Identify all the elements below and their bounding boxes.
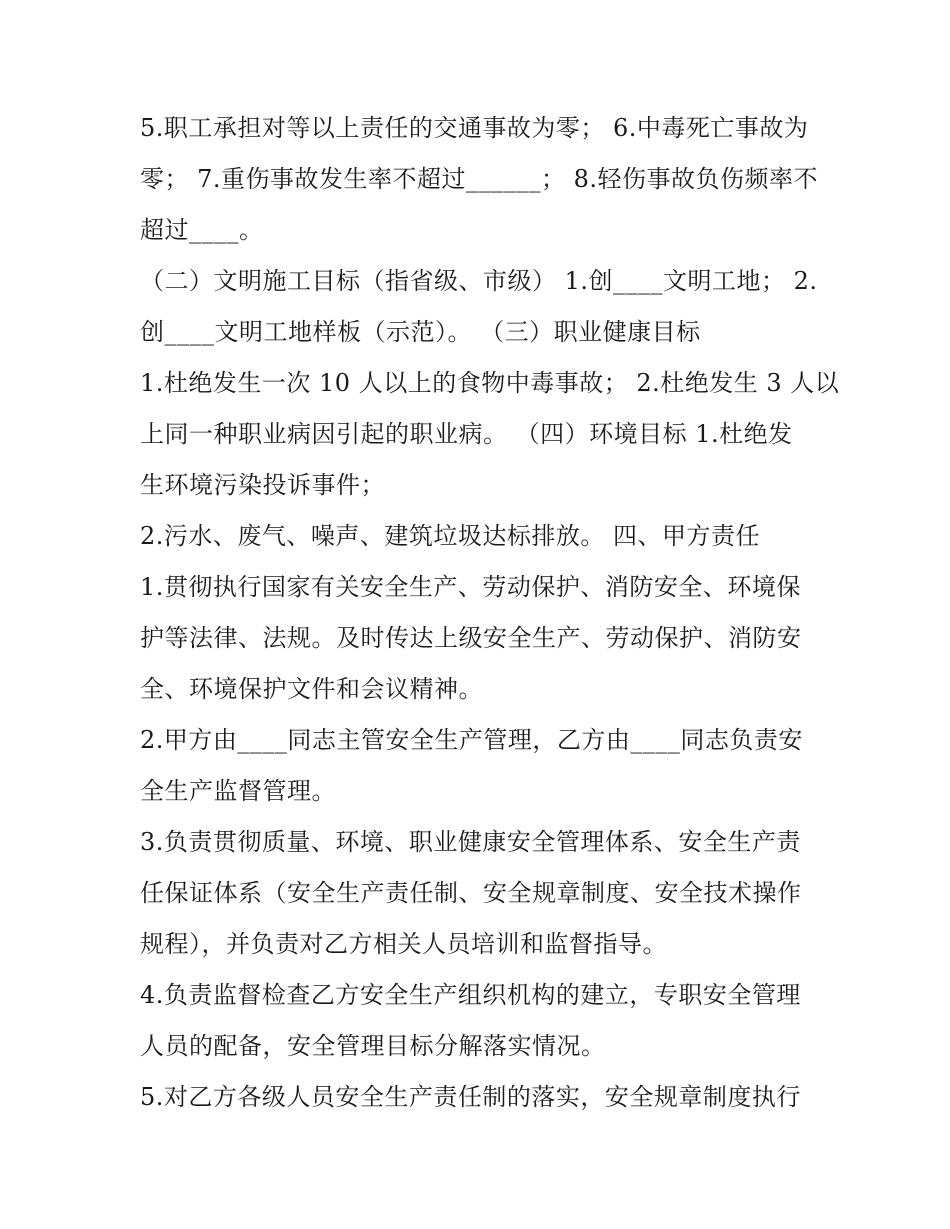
- text-line: 超过____。: [140, 216, 264, 244]
- text-line: 任保证体系（安全生产责任制、安全规章制度、安全技术操作: [140, 879, 802, 907]
- text-line: 1.杜绝发生一次 10 人以上的食物中毒事故； 2.杜绝发生 3 人以: [140, 369, 840, 397]
- text-line: 3.负责贯彻质量、环境、职业健康安全管理体系、安全生产责: [140, 828, 801, 856]
- text-line: 5.职工承担对等以上责任的交通事故为零； 6.中毒死亡事故为: [140, 114, 809, 142]
- text-line: 规程），并负责对乙方相关人员培训和监督指导。: [140, 930, 667, 958]
- text-line: 4.负责监督检查乙方安全生产组织机构的建立，专职安全管理: [140, 981, 801, 1009]
- text-line: 零； 7.重伤事故发生率不超过______； 8.轻伤事故负伤频率不: [140, 165, 819, 193]
- text-line: 上同一种职业病因引起的职业病。 （四）环境目标 1.杜绝发: [140, 420, 793, 448]
- document-body: [140, 103, 840, 1123]
- text-line: 1.贯彻执行国家有关安全生产、劳动保护、消防安全、环境保: [140, 573, 801, 601]
- text-line: 全生产监督管理。: [140, 777, 336, 805]
- text-line: 护等法律、法规。及时传达上级安全生产、劳动保护、消防安: [140, 624, 802, 652]
- text-line: 5.对乙方各级人员安全生产责任制的落实，安全规章制度执行: [140, 1083, 801, 1111]
- text-line: 人员的配备，安全管理目标分解落实情况。: [140, 1032, 606, 1060]
- text-line: 2.污水、废气、噪声、建筑垃圾达标排放。 四、甲方责任: [140, 522, 761, 550]
- text-line: 创____文明工地样板（示范）。 （三）职业健康目标: [140, 318, 701, 346]
- text-line: （二）文明施工目标（指省级、市级） 1.创____文明工地； 2.: [140, 267, 818, 295]
- text-line: 2.甲方由____同志主管安全生产管理，乙方由____同志负责安: [140, 726, 803, 754]
- text-line: 全、环境保护文件和会议精神。: [140, 675, 483, 703]
- text-line: 生环境污染投诉事件；: [140, 471, 385, 499]
